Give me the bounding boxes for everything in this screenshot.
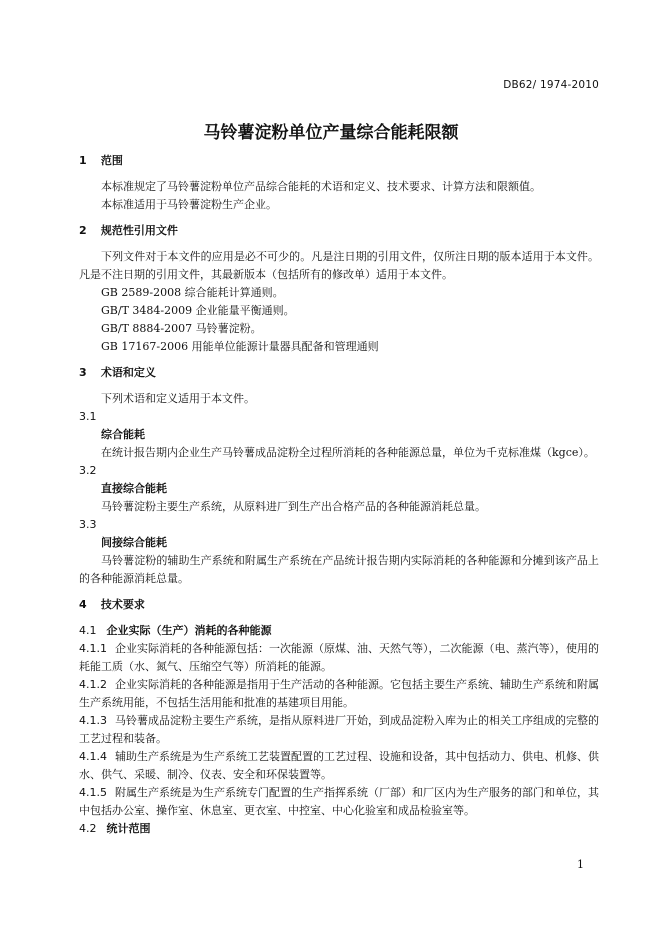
subsection-title: 统计范围 <box>106 822 151 835</box>
clause <box>79 784 599 820</box>
term-definition: 马铃薯淀粉主要生产系统，从原料进厂到生产出合格产品的各种能源消耗总量。 <box>101 500 486 513</box>
section-title: 规范性引用文件 <box>100 224 178 237</box>
subsection-number: 4.2 <box>79 822 97 835</box>
term-name: 综合能耗 <box>101 428 145 441</box>
clause-text: 企业实际消耗的各种能源是指用于生产活动的各种能源。它包括主要生产系统、辅助生产系统和附属生产系统用能，不包括生活用能和批准的基建项目用能。 <box>79 678 599 709</box>
paragraph: 下列文件对于本文件的应用是必不可少的。凡是注日期的引用文件，仅所注日期的版本适用于本文件。凡是不注日期的引用文件，其最新版本（包括所有的修改单）适用于本文件。 <box>79 250 599 281</box>
clause <box>79 712 599 748</box>
term-name: 间接综合能耗 <box>101 536 167 549</box>
subsection-title: 企业实际（生产）消耗的各种能源 <box>106 624 272 637</box>
section-number: 4 <box>79 598 87 611</box>
section-title: 范围 <box>100 154 123 167</box>
term-number: 3.3 <box>79 518 97 531</box>
document-body <box>79 152 599 838</box>
section-2-heading <box>79 222 599 240</box>
term-definition: 在统计报告期内企业生产马铃薯成品淀粉全过程所消耗的各种能源总量，单位为千克标准煤（kgce）。 <box>101 446 595 459</box>
page-number: 1 <box>577 858 584 871</box>
subsection-4-2-heading <box>79 820 599 838</box>
section-3-heading <box>79 364 599 382</box>
clause-text: 附属生产系统是为生产系统专门配置的生产指挥系统（厂部）和厂区内为生产服务的部门和单位，其中包括办公室、操作室、休息室、更衣室、中控室、中心化验室和成品检验室等。 <box>79 786 599 817</box>
paragraph: 下列术语和定义适用于本文件。 <box>101 392 255 405</box>
clause-number: 4.1.5 <box>79 786 107 799</box>
section-title: 技术要求 <box>100 598 145 611</box>
clause-number: 4.1.1 <box>79 642 107 655</box>
reference-item: GB 2589-2008 综合能耗计算通则。 <box>101 286 284 299</box>
section-number: 1 <box>79 154 87 167</box>
reference-item: GB 17167-2006 用能单位能源计量器具配备和管理通则 <box>101 340 379 353</box>
subsection-4-1-heading <box>79 622 599 640</box>
clause-text: 马铃薯成品淀粉主要生产系统，是指从原料进厂开始，到成品淀粉入库为止的相关工序组成的完整的工艺过程和装备。 <box>79 714 599 745</box>
term-number: 3.1 <box>79 410 97 423</box>
reference-item: GB/T 3484-2009 企业能量平衡通则。 <box>101 304 295 317</box>
subsection-number: 4.1 <box>79 624 97 637</box>
clause <box>79 748 599 784</box>
section-number: 3 <box>79 366 87 379</box>
section-number: 2 <box>79 224 87 237</box>
term-definition: 马铃薯淀粉的辅助生产系统和附属生产系统在产品统计报告期内实际消耗的各种能源和分摊到该产品上的各种能源消耗总量。 <box>79 554 599 585</box>
clause-text: 辅助生产系统是为生产系统工艺装置配置的工艺过程、设施和设备，其中包括动力、供电、机修、供水、供气、采暖、制冷、仪表、安全和环保装置等。 <box>79 750 599 781</box>
page-title: 马铃薯淀粉单位产量综合能耗限额 <box>203 123 459 143</box>
document-code: DB62/ 1974-2010 <box>503 79 599 91</box>
term-number: 3.2 <box>79 464 97 477</box>
reference-item: GB/T 8884-2007 马铃薯淀粉。 <box>101 322 262 335</box>
clause-number: 4.1.4 <box>79 750 107 763</box>
section-4-heading <box>79 596 599 614</box>
section-title: 术语和定义 <box>100 366 156 379</box>
clause-number: 4.1.3 <box>79 714 107 727</box>
term-name: 直接综合能耗 <box>101 482 167 495</box>
clause-number: 4.1.2 <box>79 678 107 691</box>
paragraph: 本标准适用于马铃薯淀粉生产企业。 <box>101 198 277 211</box>
section-1-heading <box>79 152 599 170</box>
paragraph: 本标准规定了马铃薯淀粉单位产品综合能耗的术语和定义、技术要求、计算方法和限额值。 <box>101 180 541 193</box>
clause <box>79 676 599 712</box>
clause <box>79 640 599 676</box>
clause-text: 企业实际消耗的各种能源包括：一次能源（原煤、油、天然气等），二次能源（电、蒸汽等），使用的耗能工质（水、氮气、压缩空气等）所消耗的能源。 <box>79 642 599 673</box>
